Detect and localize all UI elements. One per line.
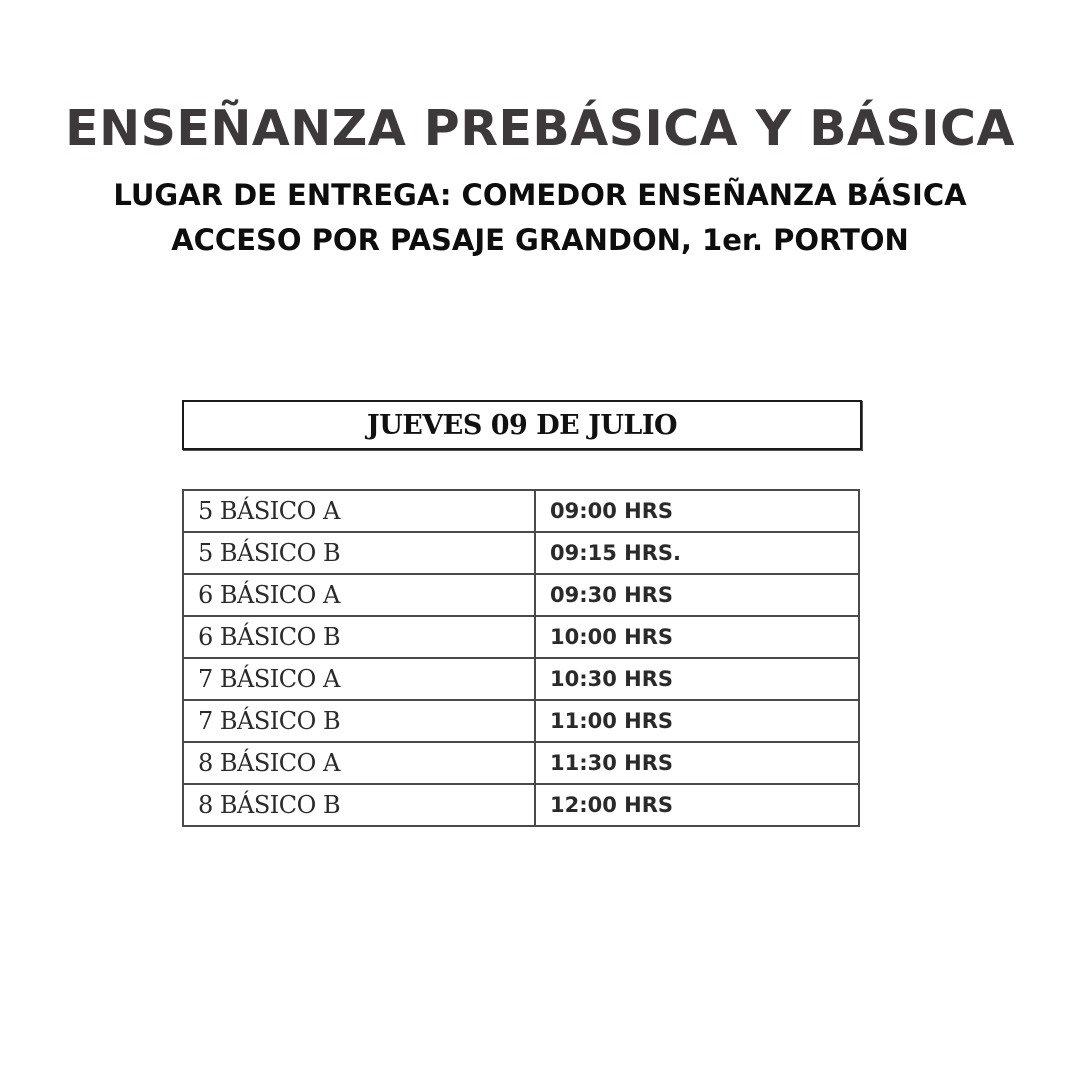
time-cell: 10:00 HRS [535, 616, 859, 658]
table-row [183, 532, 859, 574]
course-cell: 7 BÁSICO B [183, 700, 535, 742]
course-cell: 6 BÁSICO A [183, 574, 535, 616]
time-cell: 10:30 HRS [535, 658, 859, 700]
time-cell: 11:30 HRS [535, 742, 859, 784]
table-row [183, 574, 859, 616]
course-cell: 8 BÁSICO B [183, 784, 535, 826]
time-cell: 09:30 HRS [535, 574, 859, 616]
page-title: ENSEÑANZA PREBÁSICA Y BÁSICA [65, 100, 1015, 157]
table-row [183, 490, 859, 532]
course-cell: 5 BÁSICO B [183, 532, 535, 574]
course-cell: 5 BÁSICO A [183, 490, 535, 532]
course-cell: 6 BÁSICO B [183, 616, 535, 658]
time-cell: 12:00 HRS [535, 784, 859, 826]
time-cell: 11:00 HRS [535, 700, 859, 742]
delivery-location: LUGAR DE ENTREGA: COMEDOR ENSEÑANZA BÁSICA [113, 178, 967, 212]
table-row [183, 658, 859, 700]
date-header: JUEVES 09 DE JULIO [182, 400, 862, 450]
time-cell: 09:15 HRS. [535, 532, 859, 574]
table-row [183, 616, 859, 658]
course-cell: 7 BÁSICO A [183, 658, 535, 700]
time-cell: 09:00 HRS [535, 490, 859, 532]
course-cell: 8 BÁSICO A [183, 742, 535, 784]
table-row [183, 742, 859, 784]
schedule-table [182, 489, 860, 827]
access-info: ACCESO POR PASAJE GRANDON, 1er. PORTON [171, 223, 909, 257]
table-row [183, 784, 859, 826]
table-row [183, 700, 859, 742]
